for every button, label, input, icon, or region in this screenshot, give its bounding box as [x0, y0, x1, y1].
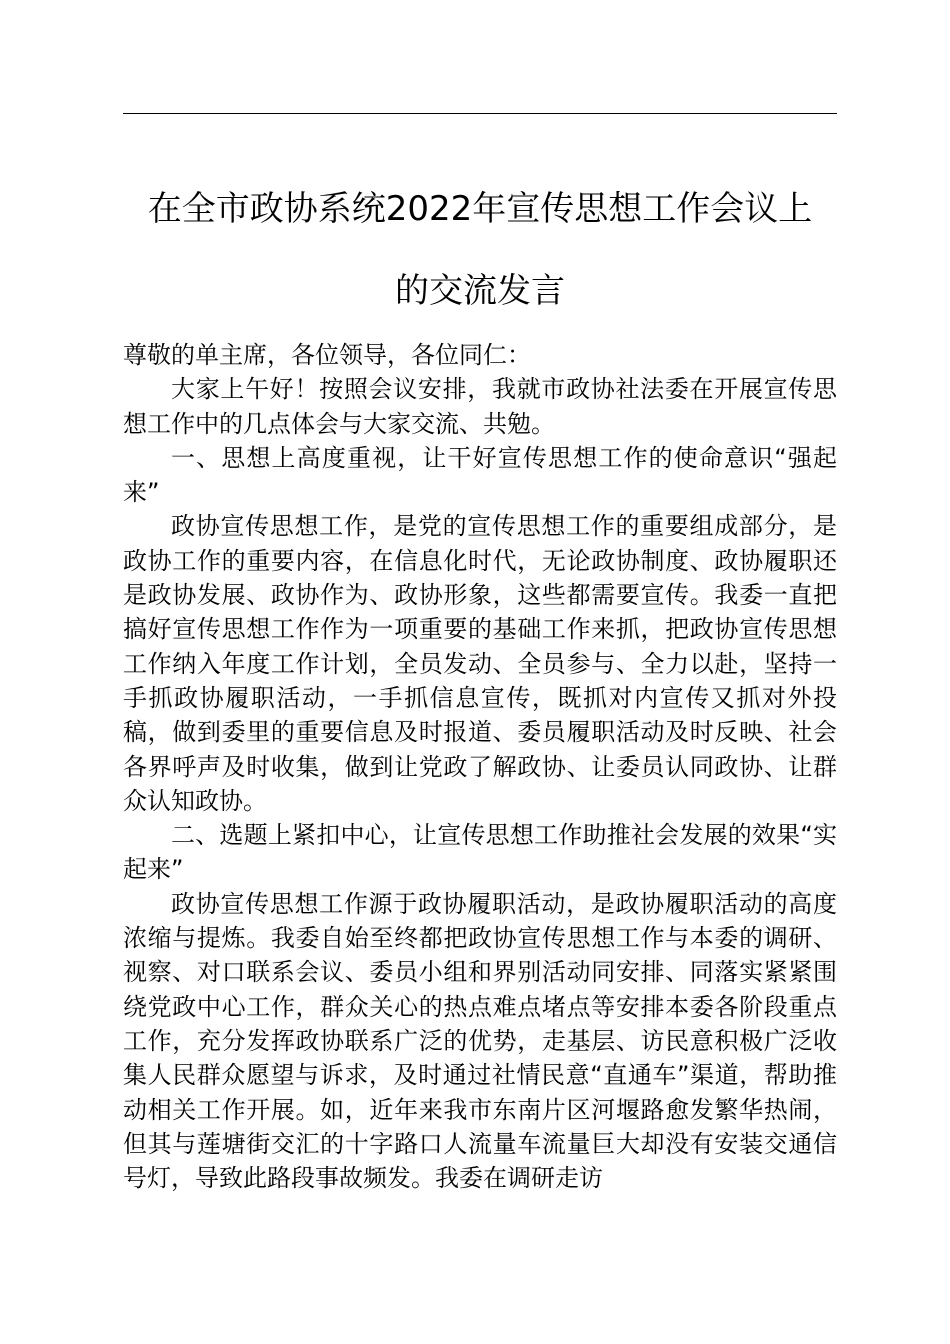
- section-heading-1: 一、思想上高度重视，让干好宣传思想工作的使命意识“强起来”: [123, 443, 837, 507]
- section-heading-2: 二、选题上紧扣中心，让宣传思想工作助推社会发展的效果“实起来”: [123, 821, 837, 884]
- title-line-2: 的交流发言: [395, 271, 565, 311]
- document-body: [123, 338, 837, 1195]
- title-line-1: 在全市政协系统2022年宣传思想工作会议上: [147, 189, 813, 229]
- document-title: [123, 168, 837, 332]
- salutation: 尊敬的单主席，各位领导，各位同仁：: [123, 341, 531, 369]
- body-paragraph: 大家上午好！按照会议安排，我就市政协社法委在开展宣传思想工作中的几点体会与大家交流、共勉。: [123, 375, 837, 438]
- header-rule: [123, 113, 837, 114]
- body-paragraph: 政协宣传思想工作，是党的宣传思想工作的重要组成部分，是政协工作的重要内容，在信息化时代，无论政协制度、政协履职还是政协发展、政协作为、政协形象，这些都需要宣传。我委一直把搞好宣传思想工作作为一项重要的基础工作来抓，把政协宣传思想工作纳入年度工作计划，全员发动、全员参与、全力以赴，坚持一手抓政协履职活动，一手抓信息宣传，既抓对内宣传又抓对外投稿，做到委里的重要信息及时报道、委员履职活动及时反映、社会各界呼声及时收集，做到让党政了解政协、让委员认同政协、让群众认知政协。: [123, 512, 837, 815]
- body-paragraph: 政协宣传思想工作源于政协履职活动，是政协履职活动的高度浓缩与提炼。我委自始至终都把政协宣传思想工作与本委的调研、视察、对口联系会议、委员小组和界别活动同安排、同落实紧紧围绕党政中心工作，群众关心的热点难点堵点等安排本委各阶段重点工作，充分发挥政协联系广泛的优势，走基层、访民意积极广泛收集人民群众愿望与诉求，及时通过社情民意“直通车”渠道，帮助推动相关工作开展。如，近年来我市东南片区河堰路愈发繁华热闹，但其与莲塘街交汇的十字路口人流量车流量巨大却没有安装交通信号灯，导致此路段事故频发。我委在调研走访: [123, 889, 837, 1193]
